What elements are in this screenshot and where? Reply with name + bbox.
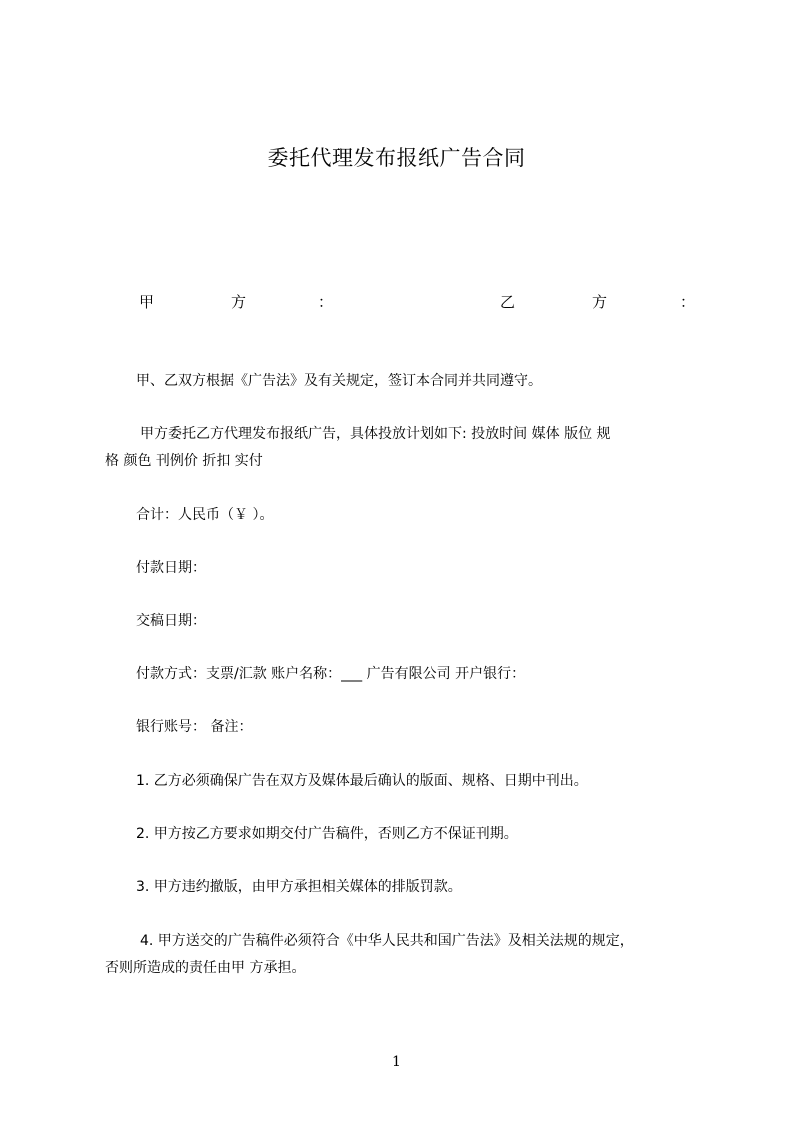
party-fang-char-1: 方 — [231, 293, 247, 311]
party-colon-2: ： — [680, 293, 696, 311]
intro-paragraph: 甲、乙双方根据《广告法》及有关规定，签订本合同并共同遵守。 — [136, 373, 542, 389]
clause-item-1: 1. 乙方必须确保广告在双方及媒体最后确认的版面、规格、日期中刊出。 — [136, 773, 588, 789]
clause-item-2: 2. 甲方按乙方要求如期交付广告稿件，否则乙方不保证刊期。 — [136, 826, 518, 842]
bank-account-line: 银行账号： 备注： — [136, 719, 253, 735]
clause-item-4-line-2: 否则所造成的责任由甲 方承担。 — [105, 960, 306, 976]
party-yi-char: 乙 — [500, 293, 516, 311]
plan-paragraph-line-2: 格 颜色 刊例价 折扣 实付 — [105, 453, 263, 469]
plan-paragraph-line-1: 甲方委托乙方代理发布报纸广告，具体投放计划如下: 投放时间 媒体 版位 规 — [140, 426, 611, 442]
page-number: 1 — [392, 1054, 401, 1070]
party-fang-char-2: 方 — [592, 293, 608, 311]
delivery-date-line: 交稿日期： — [136, 613, 206, 629]
document-title: 委托代理发布报纸广告合同 — [267, 146, 526, 170]
clause-item-4-line-1: 4. 甲方送交的广告稿件必须符合《中华人民共和国广告法》及相关法规的规定， — [140, 933, 634, 949]
payment-date-line: 付款日期： — [136, 560, 206, 576]
party-colon-1: ： — [318, 293, 334, 311]
payment-method-line: 付款方式：支票/汇款 账户名称：___ 广告有限公司 开户银行： — [136, 666, 526, 682]
party-row — [0, 291, 793, 313]
total-amount-line: 合计：人民币（￥ ）。 — [136, 507, 274, 523]
party-jia-char: 甲 — [139, 293, 155, 311]
clause-item-3: 3. 甲方违约撤版，由甲方承担相关媒体的排版罚款。 — [136, 879, 462, 895]
